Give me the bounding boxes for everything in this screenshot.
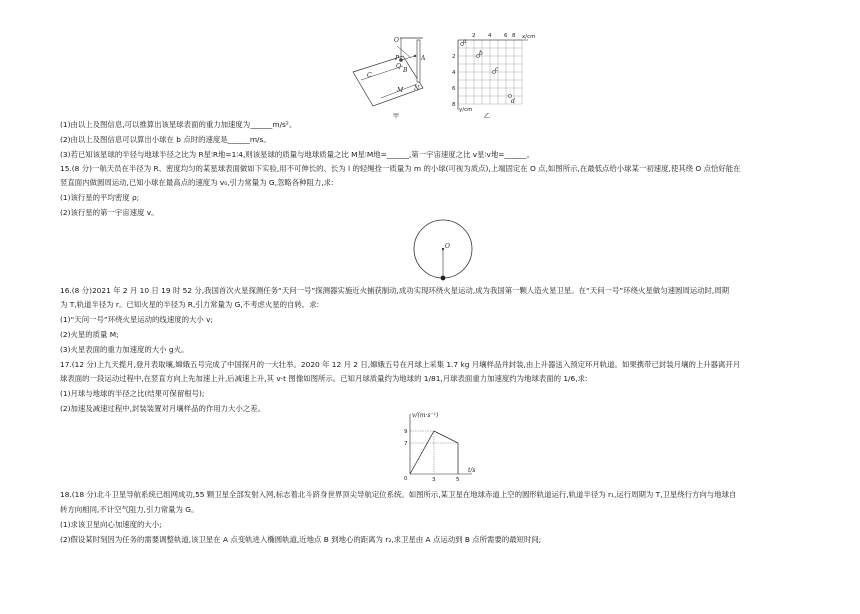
q17-stem-line1: 17.(12 分)上九天揽月,登月表取壤,嫦娥五号完成了中国探月的一大壮举。2020 年 12 月 2 日,嫦娥五号在月球上采集 1.7 kg 月壤样品并封装,由上升器送入预定环月轨道。如果携带已封装月壤的上升器离开月 <box>60 360 741 369</box>
q17-sub2: (2)加速及减速过程中,封装装置对月壤样品的作用力大小之差。 <box>60 404 265 413</box>
q18-stem-line1: 18.(18 分)北斗卫星导航系统已组网成功,55 颗卫星全部发射入网,标志着北斗跻身世界顶尖导航定位系统。如图所示,某卫星在地球赤道上空的圆形轨道运行,轨道半径为 r₁,运行周期为 T,卫星绕行方向与地球自 <box>60 490 737 499</box>
q16-stem-line1: 16.(8 分)2021 年 2 月 10 日 19 时 52 分,我国首次火星探测任务“天问一号”探测器实施近火捕获制动,成功实现环绕火星运动,成为我国第一颗人造火星卫星。在“天问一号”环绕火星做匀速圆周运动时,周期 <box>60 286 730 295</box>
grid-tick-y-4: 4 <box>452 70 456 76</box>
grid-tick-y-2: 2 <box>452 54 456 60</box>
apparatus-figure <box>345 30 435 120</box>
q15-sub2: (2)该行星的第一宇宙速度 v。 <box>60 208 159 217</box>
grid-figure <box>448 30 538 120</box>
circle-figure <box>408 218 478 286</box>
apparatus-label-o: O <box>394 37 399 44</box>
q15-sub1: (1)该行星的平均密度 ρ; <box>60 193 140 202</box>
q18-sub2: (2)假设某时刻因为任务的需要调整轨道,该卫星在 A 点变轨进入椭圆轨道,近地点 B 到地心的距离为 r₂,求卫星由 A 点运动到 B 点所需要的最短时间; <box>60 535 542 544</box>
vt-graph <box>398 410 478 484</box>
q18-sub1: (1)求该卫星向心加速度的大小; <box>60 520 162 529</box>
grid-point-d: d <box>511 98 515 105</box>
apparatus-label-m: M <box>397 87 404 94</box>
q14-sub1: (1)由以上及图信息,可以推算出该星球表面的重力加速度为______m/s²。 <box>60 120 297 129</box>
apparatus-label-p: P <box>395 55 400 62</box>
grid-axis-y: y/cm <box>459 107 473 113</box>
grid-axis-x: x/cm <box>522 34 536 40</box>
grid-tick-y-6: 6 <box>452 86 456 92</box>
q17-stem-line2: 球表面的一段运动过程中,在竖直方向上先加速上升,后减速上升,其 v-t 图像如图所示。已知月球质量约为地球的 1/81,月球表面重力加速度约为地球表面的 1/6,求: <box>60 374 588 383</box>
apparatus-label-c: C <box>367 72 372 79</box>
vt-tick-y-7: 7 <box>404 441 408 447</box>
q14-sub3: (3)若已知该星球的半径与地球半径之比为 R星∶R地=1∶4,则该星球的质量与地球质量之比 M星∶M地=______,第一宇宙速度之比 v星∶v地=______。 <box>60 150 534 159</box>
grid-tick-x-8: 8 <box>512 33 516 39</box>
apparatus-label-b: B <box>403 67 408 74</box>
vt-tick-y-9: 9 <box>404 429 408 435</box>
apparatus-label-a: A <box>421 55 426 62</box>
vt-origin: 0 <box>404 476 408 482</box>
apparatus-label-n: N <box>414 85 420 92</box>
q14-sub2: (2)由以上及图信息可以算出小球在 b 点时的速度是______m/s。 <box>60 135 271 144</box>
q16-sub2: (2)火星的质量 M; <box>60 330 119 339</box>
q16-sub3: (3)火星表面的重力加速度的大小 g火。 <box>60 345 189 354</box>
grid-caption: 乙 <box>484 113 491 120</box>
grid-tick-x-6: 6 <box>504 33 508 39</box>
apparatus-label-q: Q <box>396 63 401 70</box>
vt-axis-x-label: t/s <box>468 467 476 474</box>
q18-stem-line2: 转方向相同,不计空气阻力,引力常量为 G。 <box>60 505 199 514</box>
grid-tick-y-8: 8 <box>452 102 456 108</box>
vt-tick-x-3: 3 <box>432 477 436 483</box>
grid-tick-x-2: 2 <box>472 33 476 39</box>
grid-point-a: a <box>463 38 467 45</box>
circle-label-o: O <box>445 243 450 250</box>
q16-sub1: (1)“天问一号”环绕火星运动的线速度的大小 v; <box>60 315 213 324</box>
apparatus-caption: 甲 <box>393 113 400 120</box>
vt-axis-y-label: v/(m·s⁻¹) <box>412 412 439 419</box>
q15-stem-line1: 15.(8 分)一航天员在半径为 R、密度均匀的某星球表面做如下实验,用不可伸长的、长为 l 的轻绳拴一质量为 m 的小球(可视为质点),上端固定在 O 点,如图所示,在最低点给小球某一初速度,使其绕 O 点恰好能在 <box>60 164 741 173</box>
grid-point-b: b <box>479 50 483 57</box>
q17-sub1: (1)月球与地球的半径之比(结果可保留根号); <box>60 389 205 398</box>
vt-tick-x-5: 5 <box>456 477 460 483</box>
grid-point-c: c <box>495 66 499 73</box>
q15-stem-line2: 竖直面内做圆周运动,已知小球在最高点的速度为 v₀,引力常量为 G,忽略各种阻力,求: <box>60 178 334 187</box>
grid-tick-x-4: 4 <box>488 33 492 39</box>
q16-stem-line2: 为 T,轨道半径为 r。已知火星的半径为 R,引力常量为 G,不考虑火星的自转。求: <box>60 300 320 309</box>
